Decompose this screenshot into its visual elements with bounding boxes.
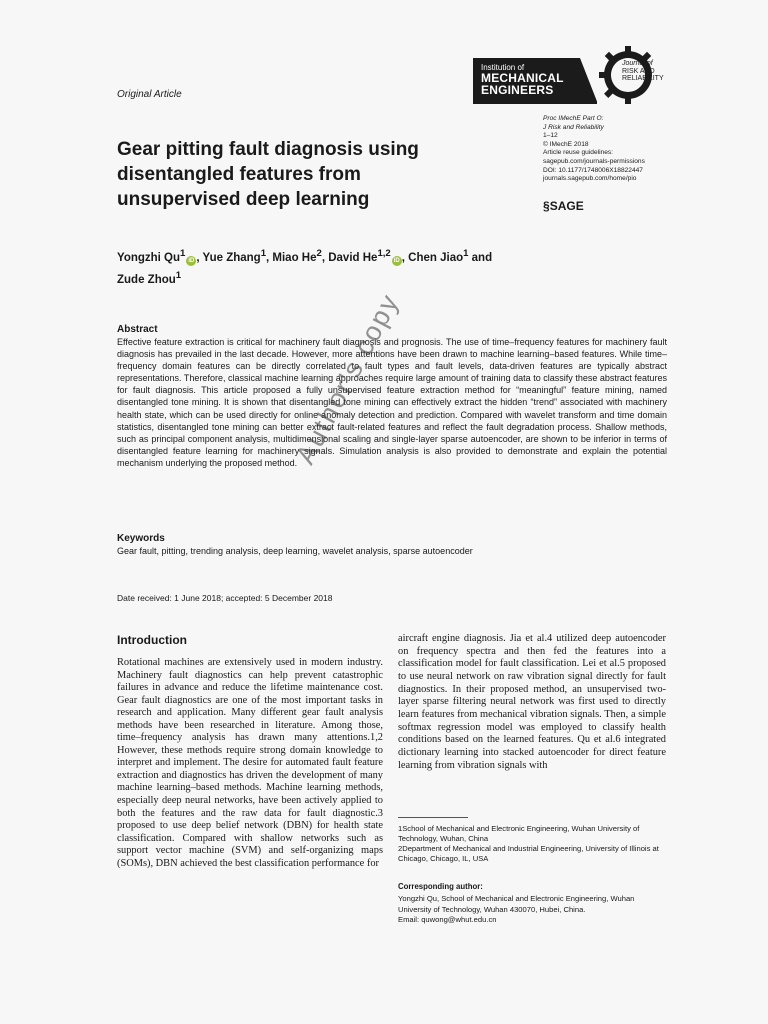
- paper-title: Gear pitting fault diagnosis using disentangled features from unsupervised deep learning: [117, 139, 419, 210]
- meta-journal: Proc IMechE Part O:: [543, 115, 604, 122]
- meta-reuse: Article reuse guidelines:: [543, 149, 614, 157]
- meta-journal-link[interactable]: journals.sagepub.com/home/pio: [543, 175, 637, 183]
- corresponding-email[interactable]: Email: quwong@whut.edu.cn: [398, 915, 497, 924]
- keywords-heading: Keywords: [117, 533, 165, 544]
- intro-column-left: Rotational machines are extensively used in modern industry. Machinery fault diagnostics can help prevent catastrophic failures in advance and reduce the lifetime maintenance cost. Gear fault diagnostics are one of the most important tasks in research and application. Many different gear fault analysis methods have been researched in literature. Among those, time–frequency analysis has drawn many attentions.1,2 However, these methods require strong domain knowledge to interpret and implement. The desire for automated fault feature extraction and diagnostics has driven the development of many machine learning–based methods. Machine learning methods, especially deep neural networks, have been actively applied to both the features and the raw data for fault diagnostic.3 proposed to use deep belief network (DBN) for health state classification. Compared with shallow networks such as support vector machine (SVM) and self-organizing maps (SOMs), DBN achieved the best classification performance for: [117, 657, 383, 869]
- affiliation-2: 2Department of Mechanical and Industrial Engineering, University of Illinois at Chicago, Chicago, IL, USA: [398, 844, 659, 863]
- footnote-rule: [398, 817, 468, 818]
- sage-logo: §SAGE: [543, 199, 584, 213]
- imeche-logo-line3: ENGINEERS: [481, 83, 554, 97]
- orcid-icon[interactable]: iD: [393, 257, 400, 264]
- journal-logo-line1: Journal of: [622, 60, 653, 67]
- abstract-text: Effective feature extraction is critical for machinery fault diagnosis and prognosis. The use of time–frequency features for machinery fault diagnosis has prevailed in the last decade. However, more attentions have been drawn to machine learning–based features. While time–frequency domain features can be directly correlated to fault types and fault levels, data-driven features are typically abstract representations. Therefore, classical machine learning approaches require large amount of training data to classify these abstract features for fault diagnosis. This article proposed a fully unsupervised feature extraction method for “meaningful” feature mining, named disentangled tone mining. It is shown that disentangled tone mining can effectively extract the hidden “trend” associated with machinery health state, which can be used directly for online anomaly detection and prediction. Compared with wavelet transform and time domain statistics, disentangled tone mining can better extract fault-related features and reflect the fault degradation process. Shallow methods, such as principal component analysis, multidimensional scaling and single-layer sparse autoencoder, are shown to be inferior in terms of disentangled feature learning for machinery signals. Simulation analysis is also provided to demonstrate and explain the potential mechanism underlying the proposed method.: [117, 337, 667, 468]
- intro-column-right: aircraft engine diagnosis. Jia et al.4 utilized deep autoencoder on frequency spectra and then fed the features into a classification model for fault classification. Lei et al.5 proposed to use neural network on raw vibration signal directly for fault diagnostics. In their proposed method, an unsupervised two-layer sparse filtering neural network was first used to directly learn features from mechanical vibration signals. Then, a simple softmax regression model was employed to classify health conditions based on the learned features. Qu et al.6 integrated dictionary learning into stacked autoencoder for direct feature learning from vibration signals with: [398, 633, 666, 771]
- meta-copyright: © IMechE 2018: [543, 140, 589, 148]
- orcid-icon[interactable]: iD: [188, 257, 195, 264]
- meta-doi[interactable]: DOI: 10.1177/1748006X18822447: [543, 166, 643, 174]
- journal-logo-text: [622, 60, 664, 83]
- journal-logo-line2: RISK AND: [622, 67, 655, 75]
- meta-pages: 1–12: [543, 132, 558, 140]
- imeche-logo: [473, 58, 597, 104]
- meta-permissions-link[interactable]: sagepub.com/journals-permissions: [543, 157, 645, 165]
- date-received: Date received: 1 June 2018; accepted: 5 December 2018: [117, 593, 333, 603]
- affiliation-1: 1School of Mechanical and Electronic Engineering, Wuhan University of Technology, Wuhan, China: [398, 824, 640, 843]
- affiliations: [398, 824, 666, 864]
- meta-journal-sub: J Risk and Reliability: [543, 123, 604, 131]
- introduction-heading: Introduction: [117, 633, 187, 647]
- abstract-heading: Abstract: [117, 324, 158, 335]
- corresponding-heading: Corresponding author:: [398, 882, 483, 891]
- corresponding-author: Yongzhi Qu, School of Mechanical and Electronic Engineering, Wuhan University of Technology, Wuhan 430070, Hubei, China. Email: quwong@whut.edu.cn: [398, 894, 666, 926]
- imeche-logo-line2: MECHANICAL ENGINEERS: [481, 71, 564, 97]
- article-type-label: Original Article: [117, 89, 182, 100]
- imeche-logo-line1: Institution of: [481, 63, 525, 72]
- keywords-text: Gear fault, pitting, trending analysis, deep learning, wavelet analysis, sparse autoencoder: [117, 546, 473, 556]
- article-meta: [543, 115, 713, 184]
- watermark: Author's copy: [290, 288, 406, 470]
- logo-wedge: [580, 58, 598, 104]
- journal-logo-line3: RELIABILITY: [622, 75, 664, 82]
- author-list: Yongzhi Qu$^1$iD , Yue Zhang$^1$, Miao He$^2$, David He$^{1,2}$iD , Chen Jiao$^1$ and Zude Zhou$^1$: [117, 248, 493, 286]
